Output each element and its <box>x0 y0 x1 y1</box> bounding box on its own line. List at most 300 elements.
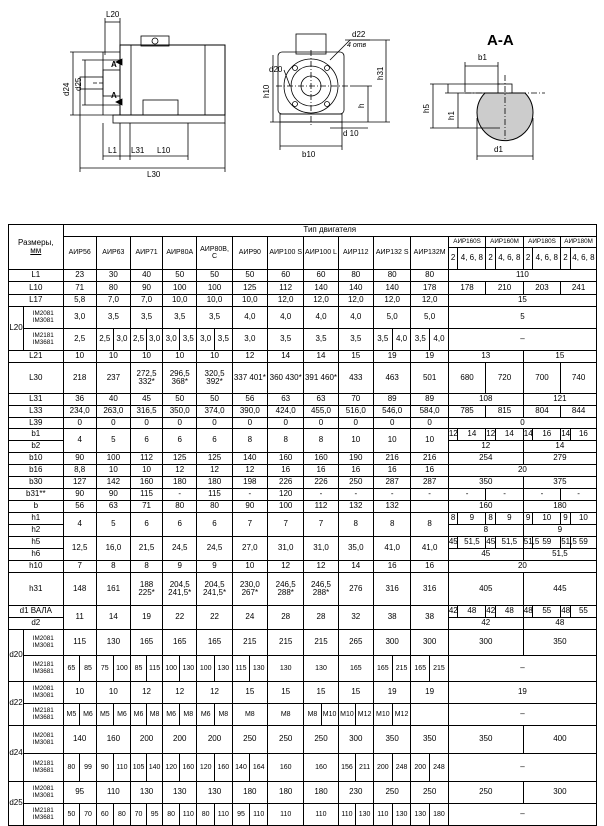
split-value: 110 <box>217 810 229 818</box>
table-cell: 250 <box>373 782 410 804</box>
split-value: M6 <box>83 710 93 718</box>
table-cell: – <box>448 704 596 726</box>
table-cell: 350 <box>448 726 523 754</box>
table-cell: 10 <box>338 429 373 453</box>
table-cell: 3,5 <box>131 307 163 329</box>
table-cell-split <box>338 754 373 782</box>
table-cell: 19 <box>373 682 410 704</box>
split-value: 65 <box>64 656 81 681</box>
group-label: L20 <box>9 307 24 351</box>
table-cell: 316,5 <box>131 406 163 418</box>
group-label: d20 <box>9 630 24 682</box>
table-cell: 300 <box>373 630 410 656</box>
table-cell: 250 <box>338 477 373 489</box>
table-cell: - <box>304 489 338 501</box>
model-header: АИР100 S <box>267 237 303 270</box>
table-cell: 160 <box>267 453 303 465</box>
split-value: 70 <box>131 804 147 825</box>
table-cell: 8 <box>448 525 523 537</box>
split-wrap <box>197 754 231 781</box>
table-cell: 24 <box>232 606 267 630</box>
table-cell: 28 <box>267 606 303 630</box>
split-value: 3,0 <box>149 334 161 344</box>
table-cell: 374,0 <box>197 406 232 418</box>
model-header: АИР80В, С <box>197 237 232 270</box>
table-cell: 300 <box>448 630 523 656</box>
table-cell: 300 <box>411 630 448 656</box>
split-value: 85 <box>84 664 92 672</box>
table-row <box>9 465 597 477</box>
split-value: 110 <box>374 804 393 825</box>
split-wrap <box>339 754 373 781</box>
table-cell: 27,0 <box>232 537 267 561</box>
table-cell: 60 <box>267 270 303 282</box>
table-cell: 12 <box>163 682 197 704</box>
table-cell: 844 <box>561 406 597 418</box>
table-cell: 8 <box>448 513 458 525</box>
table-cell: 246,5 288* <box>304 573 338 606</box>
table-row <box>9 656 597 682</box>
table-cell: 785 <box>448 406 485 418</box>
split-wrap <box>97 754 130 781</box>
split-value: 4,0 <box>395 334 408 344</box>
split-wrap <box>411 656 447 681</box>
label-h1: h1 <box>447 111 456 120</box>
table-cell: 180 <box>163 477 197 489</box>
table-cell: 180 <box>267 782 303 804</box>
table-cell: 218 <box>63 363 96 394</box>
table-cell: 5 <box>96 513 130 537</box>
table-cell: 226 <box>304 477 338 489</box>
split-value: 100 <box>116 664 128 672</box>
table-cell: 130 <box>96 630 130 656</box>
table-cell-split <box>96 804 130 826</box>
split-value: 160 <box>217 763 230 771</box>
table-cell: 178 <box>448 282 485 295</box>
table-cell: 19 <box>373 351 410 363</box>
table-cell: 188 225* <box>131 573 163 606</box>
table-cell: 433 <box>338 363 373 394</box>
table-cell: 391 460* <box>304 363 338 394</box>
split-value: 95 <box>150 810 159 818</box>
table-cell: 215 <box>232 630 267 656</box>
table-cell-split <box>373 704 410 726</box>
split-value: 50 <box>64 804 81 825</box>
table-cell: 12,0 <box>411 295 448 307</box>
table-cell: 200 <box>163 726 197 754</box>
model-header: АИР132 S <box>373 237 410 270</box>
table-cell: 110 <box>448 270 596 282</box>
label-d24: d24 <box>62 82 71 96</box>
label-L1: L1 <box>108 146 117 155</box>
section-marker-bottom: А <box>111 91 117 100</box>
table-cell-split <box>411 329 448 351</box>
split-value: 120 <box>163 754 180 781</box>
table-cell: 41,0 <box>373 537 410 561</box>
table-row <box>9 606 597 618</box>
table-cell: 40 <box>131 270 163 282</box>
split-wrap <box>131 754 162 781</box>
table-cell: – <box>448 329 596 351</box>
split-value: M5 <box>97 704 114 725</box>
mount-label: IM2181 IM3681 <box>23 329 63 351</box>
table-cell: 10 <box>533 513 561 525</box>
table-cell: 241 <box>561 282 597 295</box>
table-cell: 8 <box>232 429 267 453</box>
split-value: M12 <box>394 710 409 718</box>
split-wrap <box>374 656 410 681</box>
split-wrap <box>197 804 231 825</box>
split-wrap <box>64 704 96 725</box>
table-cell: 80 <box>197 501 232 513</box>
split-value: 156 <box>339 754 357 781</box>
mount-label: IM2181 IM3681 <box>23 804 63 826</box>
table-cell: 160 <box>304 453 338 465</box>
table-cell: 165 <box>131 630 163 656</box>
table-cell: 12 <box>304 561 338 573</box>
table-cell: 180 <box>304 782 338 804</box>
table-cell: - <box>411 489 448 501</box>
table-cell-split <box>131 754 163 782</box>
table-cell: 12 <box>486 429 496 441</box>
table-cell: 216 <box>411 453 448 465</box>
split-value: 215 <box>433 664 445 672</box>
table-cell-split <box>163 754 197 782</box>
split-wrap <box>64 656 96 681</box>
table-cell: 15 <box>338 682 373 704</box>
split-value: 110 <box>253 810 265 818</box>
table-cell: 70 <box>338 394 373 406</box>
table-cell: 15 <box>304 682 338 704</box>
row-label: h2 <box>9 525 64 537</box>
table-cell: 12 <box>448 429 458 441</box>
split-wrap <box>163 804 196 825</box>
table-cell: 15 <box>232 682 267 704</box>
table-cell: 32 <box>338 606 373 630</box>
table-cell: 8 <box>304 429 338 453</box>
table-cell-split <box>63 754 96 782</box>
row-label: b31** <box>9 489 64 501</box>
table-cell: 7 <box>267 513 303 537</box>
label-d22: d22 <box>352 30 366 39</box>
split-wrap <box>163 754 196 781</box>
table-cell: 22 <box>163 606 197 630</box>
table-cell: 80 <box>373 270 410 282</box>
table-cell: 230 <box>338 782 373 804</box>
table-cell-split <box>163 329 197 351</box>
split-value: 248 <box>433 763 445 771</box>
table-cell: 12,0 <box>304 295 338 307</box>
table-cell: 14 <box>267 351 303 363</box>
label-L10: L10 <box>157 146 171 155</box>
split-value: 200 <box>374 754 393 781</box>
table-cell: 350 <box>411 726 448 754</box>
table-cell: 0 <box>163 418 197 429</box>
table-cell: 10,0 <box>163 295 197 307</box>
table-cell: 160 <box>131 477 163 489</box>
table-cell: 250 <box>411 782 448 804</box>
split-value: M6 <box>163 704 180 725</box>
table-cell: 815 <box>486 406 523 418</box>
table-cell-split <box>411 804 448 826</box>
table-cell: 3,5 <box>304 329 338 351</box>
table-cell: 7 <box>304 513 338 537</box>
table-cell: 12 <box>197 682 232 704</box>
table-cell: 287 <box>373 477 410 489</box>
table-cell: 19 <box>411 682 448 704</box>
table-cell: 110 <box>304 804 338 826</box>
table-cell-split <box>96 754 130 782</box>
dimensions-header <box>9 225 64 270</box>
table-cell: 51,5 <box>523 537 533 549</box>
table-cell-split <box>338 804 373 826</box>
split-value: 165 <box>374 656 393 681</box>
table-cell: 287 <box>411 477 448 489</box>
technical-drawings <box>0 0 604 205</box>
table-cell: 350 <box>523 630 596 656</box>
table-cell: 16 <box>533 429 561 441</box>
table-cell: 48 <box>458 606 486 618</box>
table-cell: 3,0 <box>232 329 267 351</box>
table-cell: 132 <box>338 501 373 513</box>
table-cell: 190 <box>338 453 373 465</box>
table-cell: 320,5 392* <box>197 363 232 394</box>
table-cell-split <box>304 704 338 726</box>
table-cell: 0 <box>232 418 267 429</box>
mount-label: IM2181 IM3681 <box>23 656 63 682</box>
table-cell: 125 <box>197 453 232 465</box>
table-cell: 20 <box>448 561 596 573</box>
table-cell: 3,5 <box>197 307 232 329</box>
table-cell: 12 <box>232 351 267 363</box>
table-cell: 10 <box>232 561 267 573</box>
split-value: M6 <box>197 704 215 725</box>
table-cell-split <box>373 754 410 782</box>
table-cell: 7,0 <box>131 295 163 307</box>
split-value: 130 <box>395 810 408 818</box>
table-row <box>9 307 597 329</box>
model-header: АИР71 <box>131 237 163 270</box>
table-cell: 130 <box>197 782 232 804</box>
table-cell: 0 <box>304 418 338 429</box>
table-row <box>9 682 597 704</box>
table-cell: 300 <box>523 782 596 804</box>
table-cell: 316 <box>411 573 448 606</box>
table-row <box>9 295 597 307</box>
table-cell: 5,8 <box>63 295 96 307</box>
shaft-section-drawing <box>430 62 545 160</box>
table-cell: 263,0 <box>96 406 130 418</box>
table-cell: 680 <box>448 363 485 394</box>
row-label: L39 <box>9 418 64 429</box>
table-cell: 165 <box>197 630 232 656</box>
table-cell: 115 <box>63 630 96 656</box>
row-label: b16 <box>9 465 64 477</box>
table-cell: 234,0 <box>63 406 96 418</box>
row-label: d2 <box>9 618 64 630</box>
table-cell: 180 <box>232 782 267 804</box>
table-cell <box>411 501 448 513</box>
table-cell: 12 <box>232 465 267 477</box>
row-label: h5 <box>9 537 64 549</box>
table-row <box>9 561 597 573</box>
split-value: 3,0 <box>197 329 215 350</box>
table-cell: 9 <box>523 525 596 537</box>
split-wrap <box>97 704 130 725</box>
split-value: 130 <box>411 804 430 825</box>
table-cell: 198 <box>232 477 267 489</box>
table-cell: 316 <box>373 573 410 606</box>
table-row <box>9 429 597 441</box>
split-value: 75 <box>97 656 114 681</box>
table-cell: M8 <box>232 704 267 726</box>
row-label: b1 <box>9 429 64 441</box>
split-wrap <box>339 804 373 825</box>
table-cell: 300 <box>338 726 373 754</box>
table-cell: 8 <box>338 513 373 537</box>
mount-label: IM2081 IM3081 <box>23 726 63 754</box>
table-row <box>9 573 597 606</box>
split-value: 3,5 <box>374 329 393 350</box>
table-cell-split <box>411 754 448 782</box>
table-cell: 4 <box>63 513 96 537</box>
table-cell: 160 <box>448 501 523 513</box>
table-cell: 51,5 <box>495 537 523 549</box>
label-mount-holes: 4 отв <box>347 42 367 49</box>
row-label: h31 <box>9 573 64 606</box>
table-cell: - <box>448 489 485 501</box>
table-cell: 720 <box>486 363 523 394</box>
group-label: d22 <box>9 682 24 726</box>
table-cell: 140 <box>63 726 96 754</box>
model-header: АИР160S <box>448 237 485 248</box>
table-cell: 15 <box>338 351 373 363</box>
table-cell: 48 <box>561 606 571 618</box>
table-cell: 48 <box>523 618 596 630</box>
split-value: M6 <box>131 704 147 725</box>
label-d25: d25 <box>74 77 83 91</box>
table-cell: 19 <box>448 682 596 704</box>
table-cell: 230,0 267* <box>232 573 267 606</box>
table-cell: 112 <box>304 501 338 513</box>
split-wrap <box>374 804 410 825</box>
table-cell: 56 <box>63 501 96 513</box>
table-cell: 16 <box>373 561 410 573</box>
table-cell: 95 <box>63 782 96 804</box>
split-wrap <box>163 656 196 681</box>
split-value: 105 <box>131 754 147 781</box>
table-cell-split <box>338 704 373 726</box>
table-cell: 35,0 <box>338 537 373 561</box>
table-cell: 10 <box>163 351 197 363</box>
table-cell: 55 <box>570 606 596 618</box>
table-cell-split <box>63 656 96 682</box>
table-cell: 125 <box>232 282 267 295</box>
table-row <box>9 363 597 394</box>
side-view-drawing <box>70 18 225 172</box>
table-cell: 115 <box>131 489 163 501</box>
table-cell: 50 <box>232 270 267 282</box>
table-cell: 130 <box>131 782 163 804</box>
split-wrap <box>64 804 96 825</box>
section-marker-top: А <box>111 60 117 69</box>
table-cell: - <box>486 489 523 501</box>
table-cell: 11 <box>63 606 96 630</box>
table-cell: 200 <box>197 726 232 754</box>
table-cell: 516,0 <box>338 406 373 418</box>
table-cell: 48 <box>523 606 533 618</box>
table-cell-split <box>373 656 410 682</box>
table-cell: 100 <box>267 501 303 513</box>
table-row <box>9 406 597 418</box>
split-value: 80 <box>163 804 180 825</box>
table-cell: 142 <box>96 477 130 489</box>
table-cell: 125 <box>163 453 197 465</box>
split-wrap <box>197 704 231 725</box>
table-cell: 42 <box>448 618 523 630</box>
table-cell: 45 <box>486 537 496 549</box>
table-cell: 90 <box>96 489 130 501</box>
table-cell: 8 <box>131 561 163 573</box>
table-cell: 210 <box>486 282 523 295</box>
table-row <box>9 453 597 465</box>
table-cell: 204,5 241,5* <box>197 573 232 606</box>
table-cell: 215 <box>267 630 303 656</box>
poles-header: 4, 6, 8 <box>495 248 523 270</box>
row-label: L31 <box>9 394 64 406</box>
table-cell: 3,5 <box>267 329 303 351</box>
table-cell: 51,5 <box>523 549 596 561</box>
engine-type-header: Тип двигателя <box>63 225 596 237</box>
split-value: 248 <box>395 763 408 771</box>
table-cell: 51,5 <box>458 537 486 549</box>
table-cell: 546,0 <box>373 406 410 418</box>
split-value: 85 <box>131 656 147 681</box>
row-label: h6 <box>9 549 64 561</box>
table-row <box>9 501 597 513</box>
split-value: 80 <box>197 804 215 825</box>
table-cell-split <box>197 329 232 351</box>
poles-header: 4, 6, 8 <box>458 248 486 270</box>
split-value: 60 <box>97 804 114 825</box>
table-cell: 15 <box>267 682 303 704</box>
table-cell: 132 <box>373 501 410 513</box>
split-wrap <box>233 754 267 781</box>
table-cell-split <box>131 656 163 682</box>
table-cell: 350,0 <box>163 406 197 418</box>
table-cell: 160 <box>304 754 338 782</box>
split-value: 3,5 <box>182 334 194 344</box>
split-wrap <box>163 704 196 725</box>
table-cell: 254 <box>448 453 523 465</box>
table-cell: 250 <box>232 726 267 754</box>
table-cell: 9 <box>458 513 486 525</box>
split-value: 130 <box>217 664 230 672</box>
table-cell: 350 <box>448 477 523 489</box>
table-cell: 50 <box>197 394 232 406</box>
table-cell: 48 <box>495 606 523 618</box>
table-row <box>9 394 597 406</box>
poles-header: 4, 6, 8 <box>570 248 596 270</box>
table-cell: 8 <box>373 513 410 537</box>
table-cell: 45 <box>448 537 458 549</box>
table-cell: 45 <box>131 394 163 406</box>
table-cell: 63 <box>304 394 338 406</box>
table-cell: 12 <box>267 561 303 573</box>
table-cell: 10,0 <box>197 295 232 307</box>
label-L31: L31 <box>131 146 145 155</box>
table-cell: 237 <box>96 363 130 394</box>
